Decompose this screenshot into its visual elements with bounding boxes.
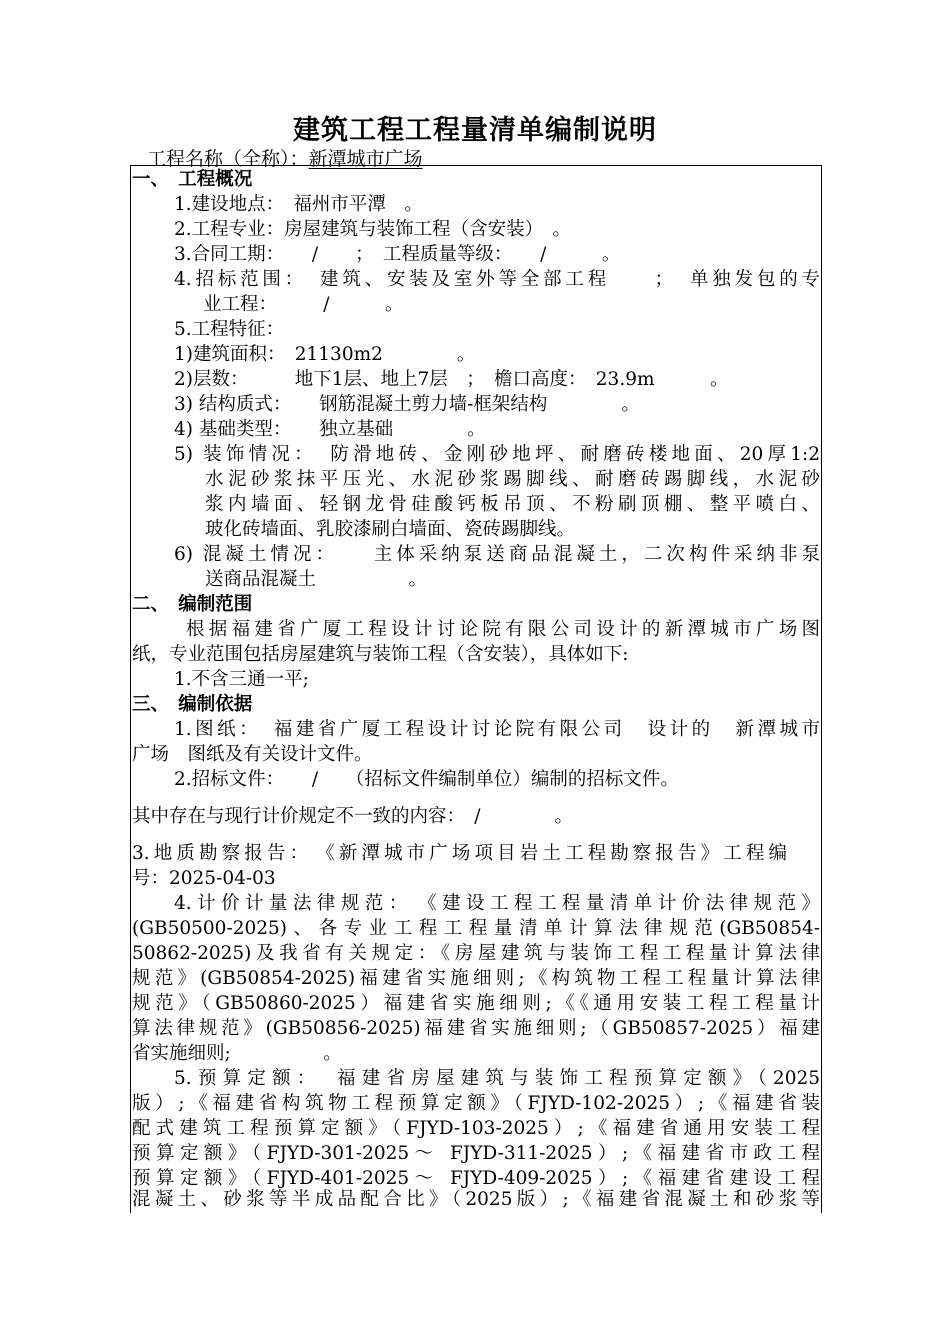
section-3-heading: 三、 编制依据 bbox=[132, 694, 253, 715]
line-drawings-2: 广场 图纸及有关设计文件。 bbox=[132, 744, 373, 765]
line-specialty: 2.工程专业：房屋建筑与装饰工程（含安装） 。 bbox=[174, 219, 571, 240]
line-decoration-3: 浆内墙面、轻钢龙骨硅酸钙板吊顶、不粉刷顶棚、整平喷白、 bbox=[205, 494, 820, 515]
line-quota-1: 5.预算定额： 福建省房屋建筑与装饰工程预算定额》（2025 bbox=[174, 1068, 820, 1089]
line-location: 1.建设地点： 福州市平潭 。 bbox=[174, 194, 423, 215]
line-geology-1: 3.地质勘察报告： 《新潭城市广场项目岩土工程勘察报告》工程编 bbox=[132, 843, 787, 864]
project-name-value: 新潭城市广场 bbox=[308, 148, 423, 170]
line-quota-4: 预算定额》（FJYD-301-2025～ FJYD-311-2025）;《福建省市政工程 bbox=[132, 1143, 820, 1164]
line-norms-5: 规范》（GB50860-2025）福建省实施细则;《《通用安装工程工程量计 bbox=[132, 993, 820, 1014]
line-floors: 2)层数： 地下1层、地上7层 ； 檐口高度： 23.9m 。 bbox=[174, 369, 729, 390]
line-geology-2: 号：2025-04-03 bbox=[132, 868, 276, 889]
line-scope: 4.招标范围： 建筑、安装及室外等全部工程 ； 单独发包的专 bbox=[174, 269, 820, 290]
line-concrete-1: 6) 混凝土情况： 主体采纳泵送商品混凝土，二次构件采纳非泵 bbox=[174, 544, 820, 565]
line-decoration-4: 玻化砖墙面、乳胶漆刷白墙面、瓷砖踢脚线。 bbox=[205, 519, 576, 540]
line-norms-4: 规范》(GB50854-2025)福建省实施细则;《构筑物工程工程量计算法律 bbox=[132, 968, 820, 989]
line-concrete-2: 送商品混凝土 。 bbox=[205, 569, 428, 590]
project-name-label: 工程名称（全称）： bbox=[147, 148, 309, 170]
line-norms-6: 算法律规范》(GB50856-2025)福建省实施细则;（GB50857-2025）福建 bbox=[132, 1018, 820, 1039]
line-quota-6: 混凝土、砂浆等半成品配合比》（2025版）;《福建省混凝土和砂浆等 bbox=[132, 1189, 820, 1210]
line-decoration-2: 水泥砂浆抹平压光、水泥砂浆踢脚线、耐磨砖踢脚线，水泥砂 bbox=[205, 469, 820, 490]
line-norms-1: 4.计价计量法律规范： 《建设工程工程量清单计价法律规范》 bbox=[174, 893, 820, 914]
line-quota-5: 预算定额》（FJYD-401-2025～ FJYD-409-2025）;《福建省建设工程 bbox=[132, 1168, 820, 1189]
line-inconsistency: 其中存在与现行计价规定不一致的内容： / 。 bbox=[132, 806, 573, 827]
line-decoration-1: 5) 装饰情况： 防滑地砖、金刚砂地坪、耐磨砖楼地面、20厚1:2 bbox=[174, 444, 820, 465]
line-norms-3: 50862-2025)及我省有关规定：《房屋建筑与装饰工程工程量计算法律 bbox=[132, 943, 820, 964]
line-scope-desc-2: 纸，专业范围包括房屋建筑与装饰工程（含安装），具体如下: bbox=[132, 644, 629, 665]
line-foundation: 4) 基础类型： 独立基础 。 bbox=[174, 419, 486, 440]
section-2-heading: 二、 编制范围 bbox=[132, 594, 253, 615]
line-duration: 3.合同工期： / ； 工程质量等级： / 。 bbox=[174, 244, 621, 265]
line-quota-3: 配式建筑工程预算定额》（FJYD-103-2025）;《福建省通用安装工程 bbox=[132, 1118, 820, 1139]
line-scope-desc-1: 根据福建省广厦工程设计讨论院有限公司设计的新潭城市广场图 bbox=[186, 619, 820, 640]
line-features: 5.工程特征： bbox=[174, 319, 285, 340]
line-norms-2: (GB50500-2025)、各专业工程工程量清单计算法律规范(GB50854- bbox=[132, 918, 820, 939]
line-scope-cont: 业工程： / 。 bbox=[203, 294, 404, 315]
line-drawings-1: 1.图纸： 福建省广厦工程设计讨论院有限公司 设计的 新潭城市 bbox=[174, 719, 820, 740]
section-1-heading: 一、 工程概况 bbox=[132, 169, 253, 190]
line-scope-item: 1.不含三通一平; bbox=[174, 669, 309, 690]
line-quota-2: 版）;《福建省构筑物工程预算定额》（FJYD-102-2025）;《福建省装 bbox=[132, 1093, 820, 1114]
line-area: 1)建筑面积： 21130m2 。 bbox=[174, 344, 476, 365]
document-title: 建筑工程工程量清单编制说明 bbox=[293, 115, 657, 146]
line-norms-7: 省实施细则; 。 bbox=[132, 1043, 342, 1064]
line-structure: 3) 结构质式： 钢筋混凝土剪力墙-框架结构 。 bbox=[174, 394, 640, 415]
line-tender: 2.招标文件： / （招标文件编制单位）编制的招标文件。 bbox=[174, 769, 679, 790]
